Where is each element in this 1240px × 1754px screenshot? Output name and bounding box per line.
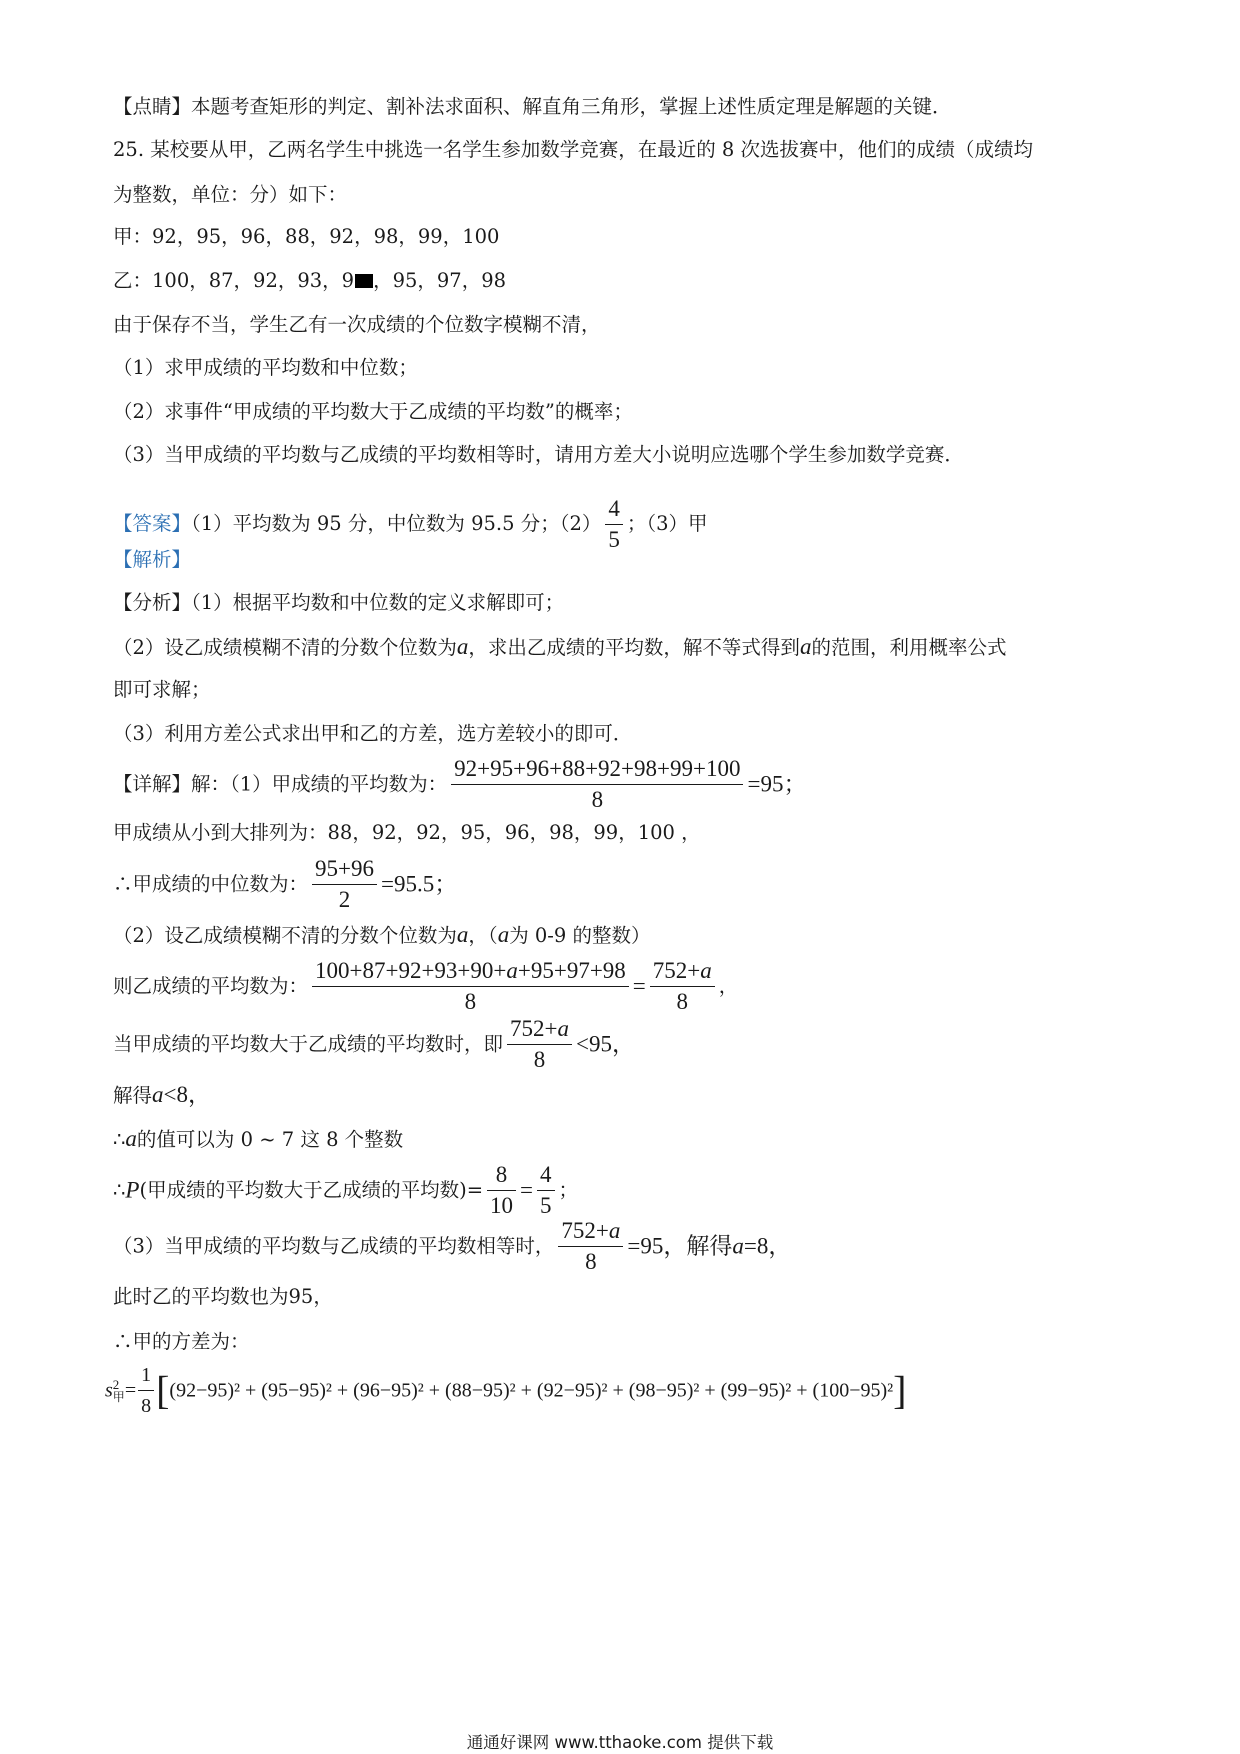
- probability-fraction-2: $\frac{4}{5}$: [537, 1160, 555, 1221]
- answer-text-1: （1）平均数为 95 分，中位数为 95.5 分；（2）: [191, 512, 602, 535]
- equal-means-fraction: $\frac{752+a}{8}$: [558, 1216, 623, 1277]
- detail-median-jia: ∴甲成绩的中位数为： $\frac{95+96}{2}$ =95.5；: [113, 854, 457, 915]
- note-line: 【点睛】本题考查矩形的判定、割补法求面积、解直角三角形，掌握上述性质定理是解题的关键．: [113, 95, 952, 118]
- detail-inequality: 当甲成绩的平均数大于乙成绩的平均数时，即 $\frac{752+a}{8}$ <95，: [113, 1014, 635, 1075]
- detail-yi-mean-95: 此时乙的平均数也为95，: [113, 1285, 333, 1308]
- mean-jia-fraction: $\frac{92+95+96+88+92+98+99+100}{8}$: [451, 754, 743, 815]
- detail-solve-a: 解得a<8，: [113, 1082, 211, 1107]
- analysis-line-4: （3）利用方差公式求出甲和乙的方差，选方差较小的即可．: [113, 722, 633, 745]
- median-fraction: $\frac{95+96}{2}$: [312, 854, 377, 915]
- mean-yi-fraction: $\frac{100+87+92+93+90+a+95+97+98}{8}$: [312, 956, 629, 1017]
- detail-sorted-jia: 甲成绩从小到大排列为：88，92，92，95，96，98，99，100 ，: [113, 821, 701, 844]
- yi-scores-after: ，95，97，98: [373, 269, 507, 292]
- answer-label: 【答案】: [113, 512, 192, 535]
- yi-scores-before: 乙：100，87，92，93，9: [113, 269, 355, 292]
- detail-define-a: （2）设乙成绩模糊不清的分数个位数为a，（a为 0-9 的整数）: [113, 922, 651, 947]
- analysis-label: 【解析】: [113, 548, 192, 571]
- analysis-line-3: 即可求解；: [113, 678, 211, 701]
- detail-equal-means: （3）当甲成绩的平均数与乙成绩的平均数相等时， $\frac{752+a}{8}$ =95，解得a=8，: [113, 1216, 791, 1277]
- yi-scores: [113, 266, 506, 296]
- question-line-1: 25. 某校要从甲，乙两名学生中挑选一名学生参加数学竞赛，在最近的 8 次选拔赛中，他们的成绩（成绩均: [113, 138, 1034, 161]
- answer-line: [113, 494, 708, 555]
- question-part-2: （2）求事件“甲成绩的平均数大于乙成绩的平均数”的概率；: [113, 400, 633, 423]
- blurred-digit: [355, 274, 373, 288]
- question-line-2: 为整数，单位：分）如下：: [113, 183, 348, 206]
- detail-a-values: ∴a的值可以为 0 ~ 7 这 8 个整数: [113, 1126, 404, 1151]
- analysis-line-2: （2）设乙成绩模糊不清的分数个位数为a，求出乙成绩的平均数，解不等式得到a的范围，利用概率公式: [113, 634, 1007, 659]
- left-bracket: [: [156, 1367, 170, 1413]
- detail-probability: ∴P(甲成绩的平均数大于乙成绩的平均数)= $\frac{8}{10}$ = $\frac{4}{5}$ ；: [113, 1160, 578, 1221]
- probability-fraction-1: $\frac{8}{10}$: [487, 1160, 516, 1221]
- question-part-3: （3）当甲成绩的平均数与乙成绩的平均数相等时，请用方差大小说明应选哪个学生参加数学竞赛．: [113, 443, 964, 466]
- blur-explanation: 由于保存不当，学生乙有一次成绩的个位数字模糊不清，: [113, 313, 601, 336]
- footer: 通通好课网 www.tthaoke.com 提供下载: [466, 1733, 774, 1752]
- right-bracket: ]: [893, 1367, 907, 1413]
- answer-text-2: ；（3）甲: [626, 512, 708, 535]
- analysis-line-1: 【分析】（1）根据平均数和中位数的定义求解即可；: [113, 591, 565, 614]
- answer-fraction: $\frac{4}{5}$: [605, 494, 623, 555]
- jia-scores: 甲：92，95，96，88，92，98，99，100: [113, 225, 500, 248]
- inequality-fraction: $\frac{752+a}{8}$: [507, 1014, 572, 1075]
- detail-mean-yi: 则乙成绩的平均数为： $\frac{100+87+92+93+90+a+95+97+98}{8}$ = $\frac{752+a}{8}$ ，: [113, 956, 738, 1017]
- variance-fraction: $\frac{1}{8}$: [138, 1360, 154, 1421]
- detail-variance-label: ∴甲的方差为：: [113, 1330, 250, 1353]
- question-part-1: （1）求甲成绩的平均数和中位数；: [113, 356, 418, 379]
- mean-yi-simplified: $\frac{752+a}{8}$: [650, 956, 715, 1017]
- detail-mean-jia: 【详解】解：（1）甲成绩的平均数为： $\frac{92+95+96+88+92+98+99+100}{8}$ =95；: [113, 754, 806, 815]
- variance-formula: s 2 甲 = $\frac{1}{8}$ [(92−95)² + (95−95)² + (96−95)² + (88−95)² + (92−95)² + (98−95)² + (99−95)² + (100−95)²]: [105, 1360, 906, 1421]
